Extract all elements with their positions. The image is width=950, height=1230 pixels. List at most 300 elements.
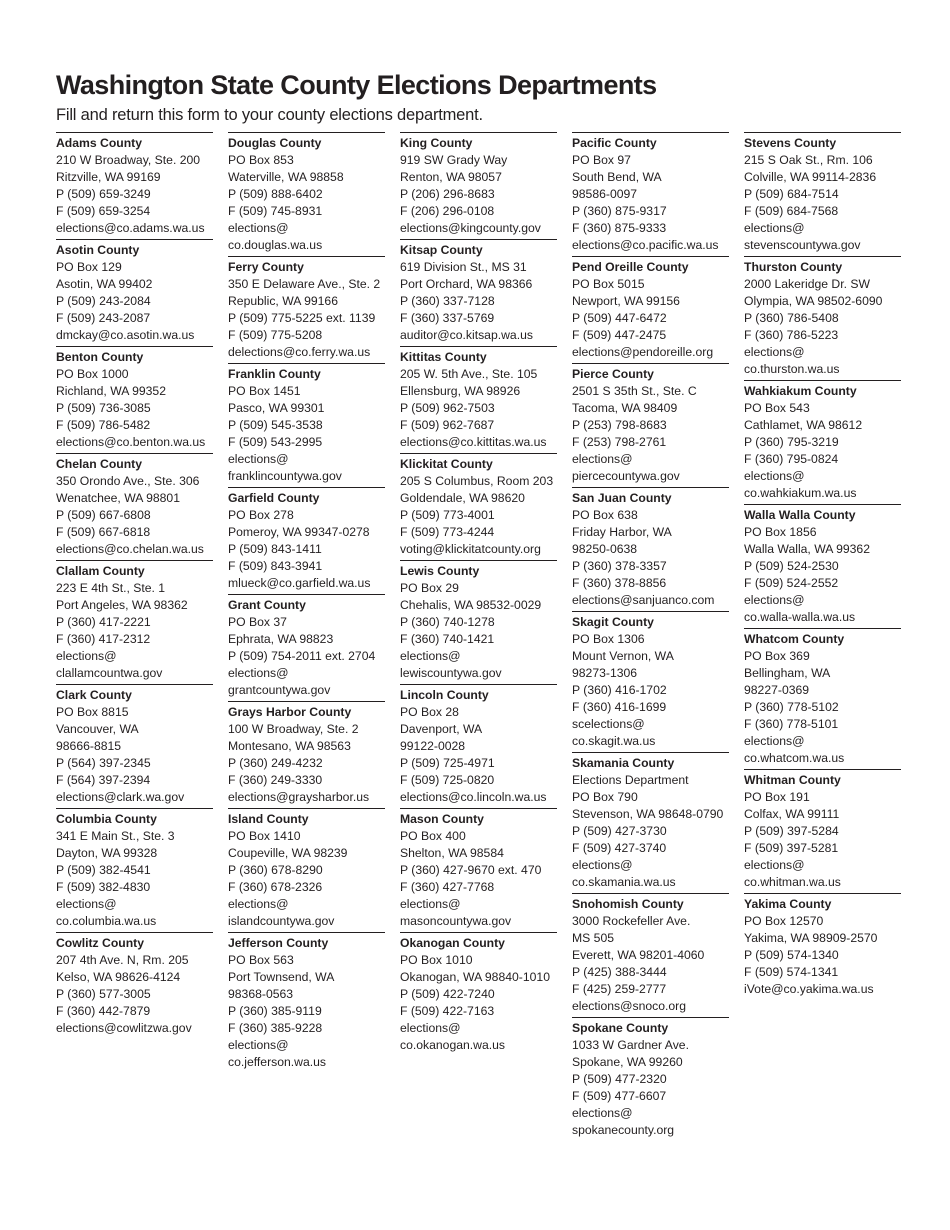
county-contact-line: PO Box 638 — [572, 508, 638, 522]
county-contact-line: P (509) 422-7240 — [400, 987, 495, 1001]
county-entry — [400, 132, 557, 239]
county-contact-line: elections@ — [744, 469, 805, 483]
county-contact-line: elections@ — [744, 345, 805, 359]
county-contact-line: Ephrata, WA 98823 — [228, 632, 334, 646]
county-entry — [56, 932, 213, 1039]
county-contact-line: Republic, WA 99166 — [228, 294, 338, 308]
county-contact-line: F (509) 243-2087 — [56, 311, 151, 325]
county-entry — [56, 808, 213, 932]
county-contact-line: Richland, WA 99352 — [56, 384, 166, 398]
county-name: Spokane County — [572, 1021, 669, 1035]
county-contact-line: F (509) 745-8931 — [228, 204, 323, 218]
county-contact-line: Everett, WA 98201-4060 — [572, 948, 705, 962]
county-contact-line: P (509) 684-7514 — [744, 187, 839, 201]
county-entry — [400, 560, 557, 684]
county-contact-line: masoncountywa.gov — [400, 914, 512, 928]
county-contact-line: elections@ — [228, 452, 289, 466]
county-name: Benton County — [56, 350, 144, 364]
county-contact-line: F (509) 843-3941 — [228, 559, 323, 573]
directory-column — [56, 132, 213, 1141]
county-contact-line: dmckay@co.asotin.wa.us — [56, 328, 195, 342]
county-contact-line: P (360) 378-3357 — [572, 559, 667, 573]
county-contact-line: elections@ — [228, 1038, 289, 1052]
county-entry — [744, 628, 901, 769]
county-contact-line: 205 W. 5th Ave., Ste. 105 — [400, 367, 538, 381]
county-contact-line: Mount Vernon, WA — [572, 649, 674, 663]
county-contact-line: PO Box 12570 — [744, 914, 824, 928]
county-contact-line: PO Box 8815 — [56, 705, 129, 719]
county-contact-line: F (360) 795-0824 — [744, 452, 839, 466]
county-contact-line: 215 S Oak St., Rm. 106 — [744, 153, 873, 167]
county-contact-line: P (253) 798-8683 — [572, 418, 667, 432]
county-name: Pend Oreille County — [572, 260, 689, 274]
county-name: Skamania County — [572, 756, 675, 770]
county-contact-line: elections@kingcounty.gov — [400, 221, 541, 235]
county-contact-line: Davenport, WA — [400, 722, 483, 736]
county-contact-line: 341 E Main St., Ste. 3 — [56, 829, 175, 843]
county-contact-line: Ritzville, WA 99169 — [56, 170, 161, 184]
county-contact-line: PO Box 563 — [228, 953, 294, 967]
county-name: Lewis County — [400, 564, 480, 578]
county-contact-line: Bellingham, WA — [744, 666, 831, 680]
county-contact-line: elections@graysharbor.us — [228, 790, 370, 804]
county-contact-line: P (509) 754-2011 ext. 2704 — [228, 649, 376, 663]
county-contact-line: mlueck@co.garfield.wa.us — [228, 576, 371, 590]
county-contact-line: Newport, WA 99156 — [572, 294, 680, 308]
county-name: Franklin County — [228, 367, 321, 381]
county-contact-line: F (509) 775-5208 — [228, 328, 323, 342]
county-entry — [400, 453, 557, 560]
county-contact-line: 99122-0028 — [400, 739, 466, 753]
county-contact-line: co.okanogan.wa.us — [400, 1038, 506, 1052]
county-entry — [572, 1017, 729, 1141]
county-contact-line: elections@co.kittitas.wa.us — [400, 435, 547, 449]
county-contact-line: F (360) 416-1699 — [572, 700, 667, 714]
county-entry — [228, 932, 385, 1073]
county-contact-line: P (509) 574-1340 — [744, 948, 839, 962]
county-contact-line: P (509) 477-2320 — [572, 1072, 667, 1086]
county-name: Douglas County — [228, 136, 322, 150]
county-contact-line: P (360) 337-7128 — [400, 294, 495, 308]
county-entry — [400, 684, 557, 808]
county-contact-line: P (509) 447-6472 — [572, 311, 667, 325]
county-entry — [572, 611, 729, 752]
county-contact-line: co.jefferson.wa.us — [228, 1055, 327, 1069]
county-name: Jefferson County — [228, 936, 329, 950]
county-contact-line: Montesano, WA 98563 — [228, 739, 351, 753]
county-entry — [228, 701, 385, 808]
county-contact-line: 2501 S 35th St., Ste. C — [572, 384, 697, 398]
county-name: Chelan County — [56, 457, 142, 471]
county-contact-line: 98666-8815 — [56, 739, 122, 753]
county-contact-line: F (253) 798-2761 — [572, 435, 667, 449]
county-contact-line: elections@co.chelan.wa.us — [56, 542, 204, 556]
county-contact-line: elections@ — [228, 666, 289, 680]
county-name: Ferry County — [228, 260, 304, 274]
county-contact-line: Dayton, WA 99328 — [56, 846, 158, 860]
county-contact-line: islandcountywa.gov — [228, 914, 335, 928]
county-name: King County — [400, 136, 473, 150]
county-contact-line: co.wahkiakum.wa.us — [744, 486, 857, 500]
county-contact-line: P (360) 778-5102 — [744, 700, 839, 714]
county-contact-line: 350 E Delaware Ave., Ste. 2 — [228, 277, 381, 291]
county-contact-line: Pasco, WA 99301 — [228, 401, 325, 415]
county-contact-line: P (425) 388-3444 — [572, 965, 667, 979]
county-contact-line: MS 505 — [572, 931, 615, 945]
county-contact-line: 98273-1306 — [572, 666, 638, 680]
county-contact-line: co.douglas.wa.us — [228, 238, 323, 252]
county-name: Lincoln County — [400, 688, 489, 702]
county-contact-line: 100 W Broadway, Ste. 2 — [228, 722, 359, 736]
county-name: Island County — [228, 812, 309, 826]
county-entry — [228, 363, 385, 487]
county-contact-line: 350 Orondo Ave., Ste. 306 — [56, 474, 200, 488]
county-contact-line: Wenatchee, WA 98801 — [56, 491, 180, 505]
county-contact-line: elections@co.pacific.wa.us — [572, 238, 719, 252]
county-name: Whitman County — [744, 773, 841, 787]
county-contact-line: PO Box 1000 — [56, 367, 129, 381]
directory-column — [572, 132, 729, 1141]
county-contact-line: P (564) 397-2345 — [56, 756, 151, 770]
county-contact-line: P (509) 775-5225 ext. 1139 — [228, 311, 376, 325]
county-contact-line: PO Box 369 — [744, 649, 810, 663]
county-contact-line: franklincountywa.gov — [228, 469, 342, 483]
county-contact-line: F (564) 397-2394 — [56, 773, 151, 787]
county-contact-line: F (509) 382-4830 — [56, 880, 151, 894]
county-contact-line: F (360) 427-7768 — [400, 880, 495, 894]
county-contact-line: 98368-0563 — [228, 987, 294, 1001]
county-name: Columbia County — [56, 812, 157, 826]
county-contact-line: P (509) 545-3538 — [228, 418, 323, 432]
county-contact-line: F (509) 524-2552 — [744, 576, 839, 590]
county-entry — [744, 132, 901, 256]
county-contact-line: lewiscountywa.gov — [400, 666, 502, 680]
county-contact-line: P (509) 773-4001 — [400, 508, 495, 522]
county-contact-line: F (509) 725-0820 — [400, 773, 495, 787]
county-name: Thurston County — [744, 260, 843, 274]
county-contact-line: elections@cowlitzwa.gov — [56, 1021, 192, 1035]
county-contact-line: P (509) 725-4971 — [400, 756, 495, 770]
county-contact-line: Colfax, WA 99111 — [744, 807, 840, 821]
county-contact-line: P (360) 416-1702 — [572, 683, 667, 697]
county-contact-line: F (360) 875-9333 — [572, 221, 667, 235]
county-name: San Juan County — [572, 491, 672, 505]
county-contact-line: stevenscountywa.gov — [744, 238, 861, 252]
county-name: Pacific County — [572, 136, 657, 150]
county-contact-line: F (509) 659-3254 — [56, 204, 151, 218]
county-contact-line: PO Box 5015 — [572, 277, 645, 291]
county-name: Stevens County — [744, 136, 837, 150]
county-contact-line: F (509) 447-2475 — [572, 328, 667, 342]
county-contact-line: Olympia, WA 98502-6090 — [744, 294, 883, 308]
county-contact-line: F (360) 678-2326 — [228, 880, 323, 894]
county-contact-line: Pomeroy, WA 99347-0278 — [228, 525, 370, 539]
county-contact-line: 98586-0097 — [572, 187, 638, 201]
county-name: Asotin County — [56, 243, 140, 257]
county-name: Garfield County — [228, 491, 320, 505]
county-contact-line: elections@ — [572, 858, 633, 872]
county-name: Grays Harbor County — [228, 705, 352, 719]
county-contact-line: F (509) 574-1341 — [744, 965, 839, 979]
page-subtitle: Fill and return this form to your county elections department. — [56, 106, 483, 124]
county-contact-line: PO Box 1410 — [228, 829, 301, 843]
county-contact-line: PO Box 1010 — [400, 953, 473, 967]
county-contact-line: 210 W Broadway, Ste. 200 — [56, 153, 201, 167]
county-contact-line: elections@clark.wa.gov — [56, 790, 185, 804]
county-contact-line: P (360) 577-3005 — [56, 987, 151, 1001]
county-contact-line: F (360) 378-8856 — [572, 576, 667, 590]
county-contact-line: P (509) 397-5284 — [744, 824, 839, 838]
county-entry — [572, 752, 729, 893]
county-contact-line: PO Box 29 — [400, 581, 459, 595]
county-name: Cowlitz County — [56, 936, 145, 950]
county-contact-line: F (509) 543-2995 — [228, 435, 323, 449]
county-entry — [56, 132, 213, 239]
county-contact-line: PO Box 1306 — [572, 632, 645, 646]
county-contact-line: P (360) 427-9670 ext. 470 — [400, 863, 542, 877]
county-directory — [56, 132, 898, 1141]
county-name: Kitsap County — [400, 243, 483, 257]
county-entry — [228, 594, 385, 701]
county-contact-line: PO Box 1856 — [744, 525, 817, 539]
county-contact-line: Port Angeles, WA 98362 — [56, 598, 188, 612]
county-name: Walla Walla County — [744, 508, 856, 522]
county-contact-line: P (360) 417-2221 — [56, 615, 151, 629]
county-contact-line: elections@ — [400, 1021, 461, 1035]
county-contact-line: elections@snoco.org — [572, 999, 686, 1013]
county-contact-line: P (360) 795-3219 — [744, 435, 839, 449]
county-contact-line: P (509) 524-2530 — [744, 559, 839, 573]
county-entry — [572, 893, 729, 1017]
county-contact-line: Yakima, WA 98909-2570 — [744, 931, 878, 945]
county-contact-line: P (360) 385-9119 — [228, 1004, 322, 1018]
county-entry — [56, 346, 213, 453]
county-contact-line: P (360) 875-9317 — [572, 204, 667, 218]
county-contact-line: PO Box 400 — [400, 829, 466, 843]
county-contact-line: elections@pendoreille.org — [572, 345, 714, 359]
county-contact-line: elections@ — [400, 649, 461, 663]
county-contact-line: co.thurston.wa.us — [744, 362, 840, 376]
county-contact-line: Chehalis, WA 98532-0029 — [400, 598, 542, 612]
county-contact-line: PO Box 790 — [572, 790, 638, 804]
county-entry — [400, 346, 557, 453]
county-name: Clallam County — [56, 564, 145, 578]
county-contact-line: 223 E 4th St., Ste. 1 — [56, 581, 166, 595]
county-name: Yakima County — [744, 897, 832, 911]
county-contact-line: South Bend, WA — [572, 170, 662, 184]
county-contact-line: Kelso, WA 98626-4124 — [56, 970, 181, 984]
county-contact-line: F (509) 422-7163 — [400, 1004, 495, 1018]
county-name: Whatcom County — [744, 632, 845, 646]
county-contact-line: Spokane, WA 99260 — [572, 1055, 683, 1069]
county-name: Wahkiakum County — [744, 384, 857, 398]
county-contact-line: PO Box 97 — [572, 153, 631, 167]
directory-column — [400, 132, 557, 1141]
county-contact-line: 3000 Rockefeller Ave. — [572, 914, 691, 928]
county-entry — [228, 808, 385, 932]
county-contact-line: 207 4th Ave. N, Rm. 205 — [56, 953, 189, 967]
county-contact-line: Goldendale, WA 98620 — [400, 491, 525, 505]
county-contact-line: elections@ — [228, 897, 289, 911]
county-contact-line: P (509) 427-3730 — [572, 824, 667, 838]
directory-column — [744, 132, 901, 1141]
county-contact-line: P (206) 296-8683 — [400, 187, 495, 201]
county-contact-line: F (360) 249-3330 — [228, 773, 323, 787]
county-contact-line: elections@ — [744, 734, 805, 748]
county-contact-line: spokanecounty.org — [572, 1123, 675, 1137]
county-name: Adams County — [56, 136, 142, 150]
county-contact-line: Okanogan, WA 98840-1010 — [400, 970, 550, 984]
county-contact-line: Friday Harbor, WA — [572, 525, 672, 539]
county-contact-line: F (509) 397-5281 — [744, 841, 839, 855]
county-contact-line: F (360) 786-5223 — [744, 328, 839, 342]
county-contact-line: co.skamania.wa.us — [572, 875, 676, 889]
county-contact-line: grantcountywa.gov — [228, 683, 331, 697]
county-contact-line: elections@co.adams.wa.us — [56, 221, 205, 235]
county-contact-line: P (360) 249-4232 — [228, 756, 323, 770]
county-contact-line: 1033 W Gardner Ave. — [572, 1038, 689, 1052]
county-entry — [228, 256, 385, 363]
county-contact-line: P (509) 888-6402 — [228, 187, 323, 201]
county-name: Clark County — [56, 688, 132, 702]
county-contact-line: F (206) 296-0108 — [400, 204, 495, 218]
county-contact-line: Vancouver, WA — [56, 722, 139, 736]
county-entry — [744, 380, 901, 504]
county-entry — [228, 132, 385, 256]
county-contact-line: F (509) 427-3740 — [572, 841, 667, 855]
county-contact-line: 2000 Lakeridge Dr. SW — [744, 277, 871, 291]
county-contact-line: 619 Division St., MS 31 — [400, 260, 527, 274]
county-contact-line: co.walla-walla.wa.us — [744, 610, 856, 624]
county-entry — [56, 560, 213, 684]
county-contact-line: P (509) 667-6808 — [56, 508, 151, 522]
county-contact-line: piercecountywa.gov — [572, 469, 680, 483]
county-entry — [400, 932, 557, 1056]
county-contact-line: iVote@co.yakima.wa.us — [744, 982, 874, 996]
county-contact-line: F (509) 667-6818 — [56, 525, 151, 539]
county-contact-line: elections@co.lincoln.wa.us — [400, 790, 547, 804]
county-contact-line: 98250-0638 — [572, 542, 638, 556]
county-contact-line: P (360) 678-8290 — [228, 863, 323, 877]
county-contact-line: P (360) 740-1278 — [400, 615, 495, 629]
county-contact-line: Waterville, WA 98858 — [228, 170, 344, 184]
county-contact-line: Colville, WA 99114-2836 — [744, 170, 877, 184]
county-contact-line: Asotin, WA 99402 — [56, 277, 153, 291]
directory-column — [228, 132, 385, 1141]
county-contact-line: Port Townsend, WA — [228, 970, 335, 984]
county-contact-line: PO Box 129 — [56, 260, 122, 274]
county-name: Mason County — [400, 812, 484, 826]
county-contact-line: delections@co.ferry.wa.us — [228, 345, 371, 359]
county-contact-line: Port Orchard, WA 98366 — [400, 277, 533, 291]
county-contact-line: P (360) 786-5408 — [744, 311, 839, 325]
county-contact-line: PO Box 278 — [228, 508, 294, 522]
county-contact-line: P (509) 243-2084 — [56, 294, 151, 308]
county-contact-line: Cathlamet, WA 98612 — [744, 418, 863, 432]
county-entry — [744, 256, 901, 380]
county-contact-line: F (360) 778-5101 — [744, 717, 839, 731]
county-entry — [744, 893, 901, 1000]
county-contact-line: elections@ — [744, 221, 805, 235]
county-contact-line: elections@ — [572, 1106, 633, 1120]
county-contact-line: co.columbia.wa.us — [56, 914, 157, 928]
county-contact-line: P (509) 736-3085 — [56, 401, 151, 415]
county-contact-line: auditor@co.kitsap.wa.us — [400, 328, 533, 342]
county-entry — [572, 256, 729, 363]
county-contact-line: scelections@ — [572, 717, 645, 731]
county-contact-line: F (509) 786-5482 — [56, 418, 151, 432]
county-contact-line: Coupeville, WA 98239 — [228, 846, 348, 860]
county-contact-line: co.whatcom.wa.us — [744, 751, 845, 765]
county-contact-line: Ellensburg, WA 98926 — [400, 384, 521, 398]
county-contact-line: elections@ — [744, 858, 805, 872]
county-contact-line: Elections Department — [572, 773, 689, 787]
county-contact-line: F (360) 442-7879 — [56, 1004, 151, 1018]
county-name: Grant County — [228, 598, 306, 612]
county-entry — [572, 132, 729, 256]
county-contact-line: F (425) 259-2777 — [572, 982, 667, 996]
county-name: Klickitat County — [400, 457, 493, 471]
county-contact-line: PO Box 853 — [228, 153, 294, 167]
county-contact-line: PO Box 191 — [744, 790, 810, 804]
county-contact-line: Walla Walla, WA 99362 — [744, 542, 870, 556]
county-contact-line: elections@ — [56, 897, 117, 911]
county-contact-line: 919 SW Grady Way — [400, 153, 508, 167]
county-entry — [400, 239, 557, 346]
county-name: Pierce County — [572, 367, 654, 381]
county-contact-line: co.skagit.wa.us — [572, 734, 656, 748]
county-contact-line: F (509) 773-4244 — [400, 525, 495, 539]
county-contact-line: clallamcountwa.gov — [56, 666, 163, 680]
county-contact-line: F (360) 417-2312 — [56, 632, 151, 646]
county-name: Snohomish County — [572, 897, 684, 911]
county-contact-line: 98227-0369 — [744, 683, 810, 697]
county-contact-line: voting@klickitatcounty.org — [400, 542, 541, 556]
county-contact-line: F (360) 385-9228 — [228, 1021, 323, 1035]
county-contact-line: F (360) 337-5769 — [400, 311, 495, 325]
county-contact-line: F (509) 684-7568 — [744, 204, 839, 218]
county-entry — [744, 769, 901, 893]
county-entry — [572, 363, 729, 487]
county-name: Okanogan County — [400, 936, 505, 950]
county-contact-line: PO Box 543 — [744, 401, 810, 415]
county-entry — [56, 684, 213, 808]
county-contact-line: Stevenson, WA 98648-0790 — [572, 807, 724, 821]
county-entry — [56, 453, 213, 560]
county-entry — [228, 487, 385, 594]
county-contact-line: P (509) 659-3249 — [56, 187, 151, 201]
county-entry — [56, 239, 213, 346]
county-contact-line: PO Box 37 — [228, 615, 287, 629]
county-contact-line: P (509) 843-1411 — [228, 542, 322, 556]
county-contact-line: elections@sanjuanco.com — [572, 593, 715, 607]
county-contact-line: elections@ — [56, 649, 117, 663]
county-contact-line: Renton, WA 98057 — [400, 170, 502, 184]
county-contact-line: P (509) 382-4541 — [56, 863, 151, 877]
county-contact-line: PO Box 28 — [400, 705, 459, 719]
county-entry — [744, 504, 901, 628]
county-contact-line: co.whitman.wa.us — [744, 875, 841, 889]
county-entry — [572, 487, 729, 611]
county-contact-line: Tacoma, WA 98409 — [572, 401, 678, 415]
county-contact-line: Shelton, WA 98584 — [400, 846, 504, 860]
county-entry — [400, 808, 557, 932]
county-name: Skagit County — [572, 615, 654, 629]
county-contact-line: elections@ — [744, 593, 805, 607]
county-contact-line: F (360) 740-1421 — [400, 632, 495, 646]
county-contact-line: F (509) 962-7687 — [400, 418, 495, 432]
county-contact-line: 205 S Columbus, Room 203 — [400, 474, 554, 488]
